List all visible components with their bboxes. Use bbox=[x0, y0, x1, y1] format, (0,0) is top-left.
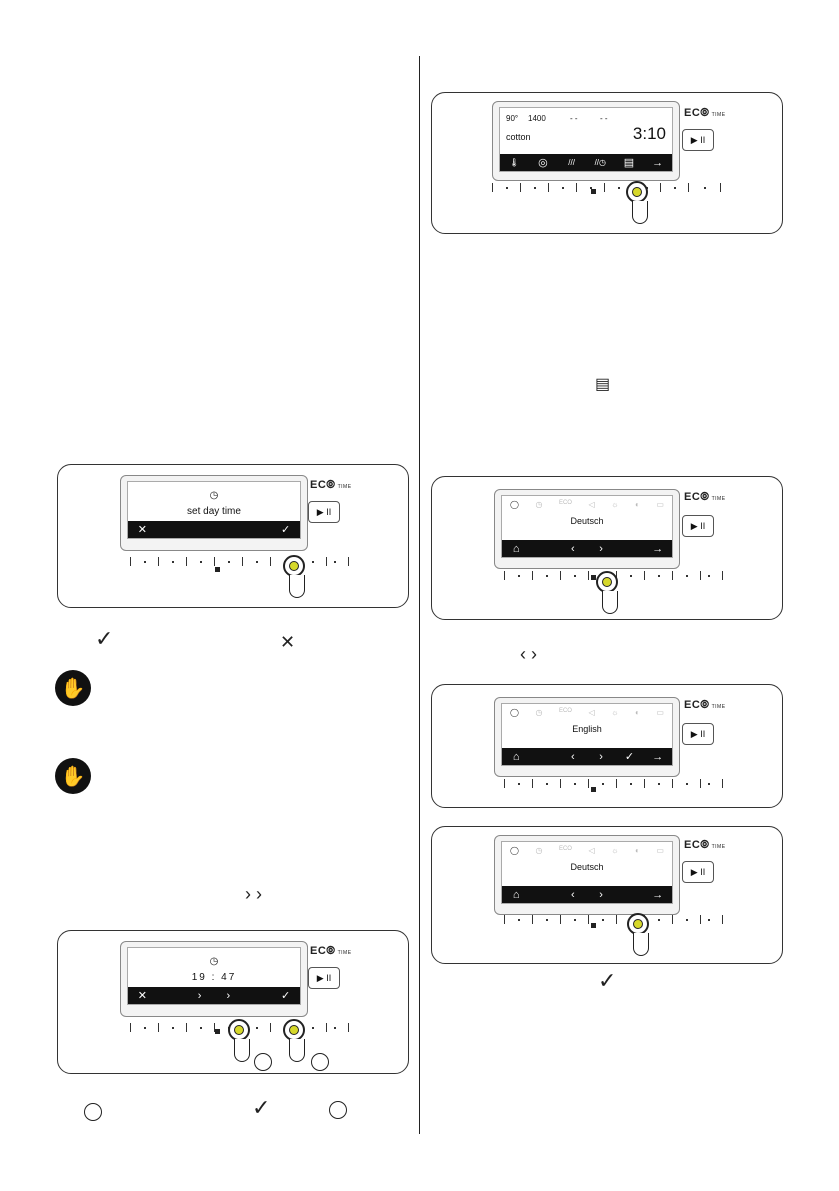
step-marker bbox=[311, 1053, 329, 1071]
eco-icon[interactable]: ECO bbox=[558, 846, 572, 852]
chevron-right-icon[interactable]: › bbox=[599, 542, 603, 555]
clock-icon[interactable]: ◷ bbox=[535, 846, 543, 855]
display-area bbox=[501, 495, 673, 558]
finger-press-icon bbox=[626, 181, 648, 203]
start-pause-button[interactable]: ▶ II bbox=[682, 861, 714, 883]
confirm-icon[interactable]: ✓ bbox=[281, 990, 291, 1002]
confirm-icon[interactable]: ✓ bbox=[624, 751, 635, 763]
warning-hand-icon: ✋ bbox=[55, 758, 91, 794]
eco-time-logo: EC⦾ TIME bbox=[684, 491, 726, 503]
step-marker bbox=[84, 1103, 102, 1121]
lock-icon bbox=[215, 1029, 220, 1034]
panel-set-day-time bbox=[57, 464, 409, 608]
brightness-icon[interactable]: ☼ bbox=[611, 500, 619, 509]
language-value: English bbox=[572, 724, 602, 734]
check-icon: ✓ bbox=[95, 626, 114, 651]
panel-language-deutsch bbox=[431, 476, 783, 620]
settings-icon-row bbox=[510, 500, 664, 509]
button-row bbox=[504, 915, 724, 925]
duration-value: 3:10 bbox=[632, 124, 666, 143]
column-divider bbox=[419, 56, 420, 1134]
display-screen bbox=[120, 941, 308, 1017]
soil-level-icon[interactable]: /// bbox=[568, 158, 575, 167]
time-value: 19 : 47 bbox=[191, 972, 237, 983]
display-area bbox=[127, 481, 301, 539]
finger-press-icon bbox=[283, 1019, 305, 1041]
step-marker bbox=[254, 1053, 272, 1071]
double-chevron-icon: › › bbox=[245, 884, 262, 904]
contrast-icon[interactable]: ◐ bbox=[635, 708, 640, 717]
brightness-icon[interactable]: ☼ bbox=[611, 846, 619, 855]
warning-hand-icon: ✋ bbox=[55, 670, 91, 706]
contrast-icon[interactable]: ◐ bbox=[635, 846, 640, 855]
option-placeholder: - - bbox=[600, 114, 608, 123]
cancel-icon[interactable]: ✕ bbox=[137, 990, 147, 1002]
language-value: Deutsch bbox=[570, 862, 604, 872]
panel-language-deutsch-confirm bbox=[431, 826, 783, 964]
arrow-right-icon[interactable]: → bbox=[652, 542, 664, 555]
language-icon[interactable]: ◯ bbox=[510, 846, 519, 855]
arrow-right-icon[interactable]: → bbox=[652, 750, 664, 763]
soft-key-bar bbox=[500, 154, 672, 171]
contrast-icon[interactable]: ◐ bbox=[635, 500, 640, 509]
sound-icon[interactable]: ◁ bbox=[588, 846, 595, 855]
display-icon[interactable]: ▭ bbox=[656, 846, 664, 855]
arrow-right-icon[interactable]: → bbox=[652, 156, 664, 169]
time-option-icon[interactable]: //◷ bbox=[594, 158, 607, 167]
clock-icon[interactable]: ◷ bbox=[535, 500, 543, 509]
finger-press-icon bbox=[627, 913, 649, 935]
eco-time-logo: EC⦾ TIME bbox=[310, 945, 352, 957]
eco-time-logo: EC⦾ TIME bbox=[310, 479, 352, 491]
button-row bbox=[492, 183, 722, 193]
brightness-icon[interactable]: ☼ bbox=[611, 708, 619, 717]
eco-time-logo: EC⦾ TIME bbox=[684, 699, 726, 711]
cancel-icon[interactable]: ✕ bbox=[137, 524, 147, 536]
display-icon[interactable]: ▭ bbox=[656, 500, 664, 509]
confirm-icon[interactable]: ✓ bbox=[281, 524, 291, 536]
chevron-left-icon[interactable]: ‹ bbox=[570, 750, 575, 763]
start-pause-button[interactable]: ▶ II bbox=[308, 501, 340, 523]
home-icon[interactable]: ⌂ bbox=[512, 750, 520, 763]
program-name: cotton bbox=[506, 132, 531, 142]
eco-icon[interactable]: ECO bbox=[558, 500, 572, 506]
chevron-left-icon[interactable]: ‹ bbox=[570, 542, 575, 555]
settings-icon-row bbox=[510, 846, 664, 855]
chevron-left-icon[interactable]: ‹ bbox=[570, 888, 575, 901]
clock-icon: ◷ bbox=[209, 956, 219, 967]
step-marker bbox=[329, 1101, 347, 1119]
check-icon: ✓ bbox=[252, 1095, 271, 1120]
lock-icon bbox=[591, 923, 596, 928]
spin-value: 1400 bbox=[528, 114, 546, 123]
temperature-icon[interactable]: 🌡 bbox=[509, 158, 520, 167]
display-icon[interactable]: ▭ bbox=[656, 708, 664, 717]
start-pause-button[interactable]: ▶ II bbox=[682, 723, 714, 745]
soft-key-bar bbox=[128, 521, 300, 538]
display-area bbox=[499, 107, 673, 172]
cross-icon: ✕ bbox=[280, 632, 296, 652]
lock-icon bbox=[215, 567, 220, 572]
spin-icon[interactable]: ◎ bbox=[538, 157, 548, 169]
display-screen bbox=[494, 489, 680, 569]
display-screen bbox=[494, 835, 680, 915]
chevron-pair-icon: ‹ › bbox=[520, 644, 537, 664]
chevron-right-icon[interactable]: › bbox=[599, 750, 603, 763]
clock-icon[interactable]: ◷ bbox=[535, 708, 543, 717]
button-row bbox=[504, 779, 724, 789]
temperature-value: 90° bbox=[506, 114, 519, 123]
button-row bbox=[130, 557, 350, 567]
home-icon[interactable]: ⌂ bbox=[512, 888, 520, 901]
chevron-right-icon[interactable]: › bbox=[599, 888, 603, 901]
clock-icon: ◷ bbox=[209, 490, 219, 501]
panel-time-entry bbox=[57, 930, 409, 1074]
check-icon: ✓ bbox=[598, 968, 617, 993]
soft-key-bar bbox=[502, 748, 672, 765]
finger-press-icon bbox=[283, 555, 305, 577]
soft-key-bar bbox=[502, 540, 672, 557]
eco-time-logo: EC⦾ TIME bbox=[684, 839, 726, 851]
lock-icon bbox=[591, 189, 596, 194]
start-pause-button[interactable]: ▶ II bbox=[682, 515, 714, 537]
soft-key-bar bbox=[502, 886, 672, 903]
start-pause-button[interactable]: ▶ II bbox=[308, 967, 340, 989]
settings-icon-row bbox=[510, 708, 664, 717]
finger-press-icon bbox=[596, 571, 618, 593]
arrow-right-icon[interactable]: → bbox=[652, 888, 664, 901]
chevron-right-icon[interactable]: › bbox=[226, 989, 231, 1002]
panel-cotton-program bbox=[431, 92, 783, 234]
screen-title: set day time bbox=[187, 506, 241, 517]
language-value: Deutsch bbox=[570, 516, 604, 526]
finger-press-icon bbox=[228, 1019, 250, 1041]
display-screen bbox=[120, 475, 308, 551]
eco-icon[interactable]: ECO bbox=[558, 708, 572, 714]
display-area bbox=[501, 703, 673, 766]
lock-icon bbox=[591, 787, 596, 792]
soft-key-bar bbox=[128, 987, 300, 1004]
menu-icon[interactable]: ▤ bbox=[623, 157, 635, 169]
home-icon[interactable]: ⌂ bbox=[512, 542, 520, 555]
sound-icon[interactable]: ◁ bbox=[588, 708, 595, 717]
display-screen bbox=[494, 697, 680, 777]
language-icon[interactable]: ◯ bbox=[510, 708, 519, 717]
language-icon[interactable]: ◯ bbox=[510, 500, 519, 509]
display-area bbox=[127, 947, 301, 1005]
sound-icon[interactable]: ◁ bbox=[588, 500, 595, 509]
display-screen bbox=[492, 101, 680, 181]
option-placeholder: - - bbox=[570, 114, 578, 123]
display-area bbox=[501, 841, 673, 904]
panel-language-english bbox=[431, 684, 783, 808]
start-pause-button[interactable]: ▶ II bbox=[682, 129, 714, 151]
chevron-right-icon[interactable]: › bbox=[197, 989, 202, 1002]
eco-time-logo: EC⦾ TIME bbox=[684, 107, 726, 119]
menu-icon: ▤ bbox=[595, 376, 611, 393]
